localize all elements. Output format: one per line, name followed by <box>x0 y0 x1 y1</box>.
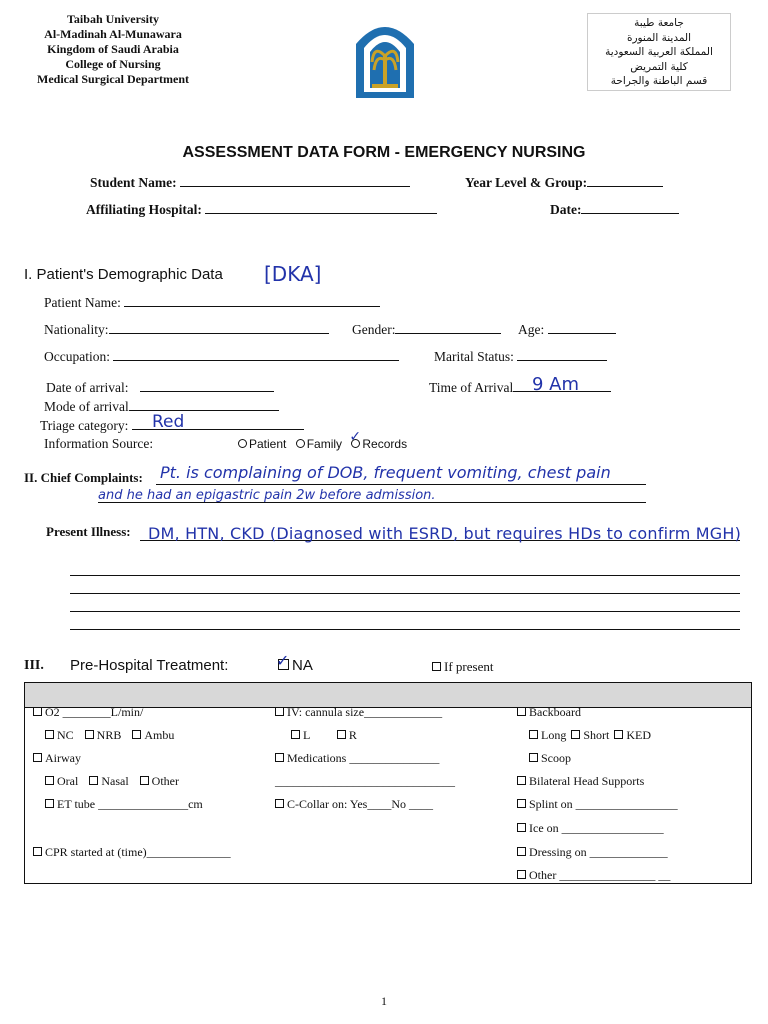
checkbox-icon <box>140 776 149 785</box>
long-label: Long <box>541 728 567 742</box>
hospital-row <box>86 201 437 218</box>
chief-complaints-label: II. Chief Complaints: <box>24 470 143 485</box>
checkbox-icon <box>614 730 623 739</box>
header-line: Medical Surgical Department <box>37 72 189 86</box>
year-level-field[interactable] <box>587 174 663 187</box>
source-patient-label: Patient <box>249 437 287 451</box>
arrival-date-field[interactable] <box>140 379 274 392</box>
header-line-arabic: كلية التمريض <box>630 60 688 73</box>
patient-name-label: Patient Name: <box>44 295 121 310</box>
mode-label: Mode of arrival <box>44 399 129 414</box>
marital-label: Marital Status: <box>434 349 514 364</box>
checkbox-icon <box>275 799 284 808</box>
hospital-label: Affiliating Hospital: <box>86 202 202 217</box>
source-records-label: Records <box>362 437 408 451</box>
checkbox-icon <box>517 870 526 879</box>
header-line-arabic: المملكة العربية السعودية <box>605 46 713 58</box>
info-source-options <box>238 429 408 451</box>
source-family-label: Family <box>306 437 343 451</box>
ked-label: KED <box>626 728 652 742</box>
year-level-row <box>465 174 663 191</box>
dressing-label: Dressing on _____________ <box>529 845 668 859</box>
iv-item[interactable] <box>275 705 442 720</box>
right-label: R <box>348 728 357 742</box>
university-header-english <box>18 12 208 87</box>
checkbox-icon <box>517 707 526 716</box>
checkbox-icon <box>517 823 526 832</box>
header-line-arabic: قسم الباطنة والجراحة <box>610 75 708 87</box>
airway-label: Airway <box>45 751 81 765</box>
medications-item[interactable] <box>275 751 439 766</box>
occupation-field[interactable] <box>113 348 399 361</box>
header-line: Taibah University <box>67 12 159 26</box>
info-source-label: Information Source: <box>44 436 154 451</box>
et-tube-item[interactable] <box>45 797 203 812</box>
demographic-heading: I. Patient's Demographic Data <box>24 266 223 283</box>
checkbox-icon <box>33 707 42 716</box>
checkbox-icon <box>45 730 54 739</box>
age-label: Age: <box>518 322 545 337</box>
dressing-item[interactable] <box>517 845 668 860</box>
checkbox-icon <box>33 847 42 856</box>
page-number: 1 <box>381 994 387 1008</box>
ice-item[interactable] <box>517 821 664 836</box>
source-option-records[interactable] <box>349 429 408 451</box>
checkmark-icon: ✓ <box>276 651 290 670</box>
if-present-label: If present <box>444 659 494 674</box>
c-collar-item[interactable] <box>275 797 433 812</box>
scoop-label: Scoop <box>541 751 571 765</box>
chief-complaint-line-1[interactable] <box>156 484 646 485</box>
handwritten-arrival-time: 9 Am <box>532 374 580 395</box>
radio-circle-icon <box>296 439 305 448</box>
head-supports-item[interactable] <box>517 774 644 789</box>
checkbox-icon <box>529 753 538 762</box>
checkbox-icon <box>432 662 441 671</box>
checkbox-icon <box>291 730 300 739</box>
backboard-label: Backboard <box>529 705 581 719</box>
checkbox-icon <box>529 730 538 739</box>
nationality-label: Nationality: <box>44 322 109 337</box>
student-name-label: Student Name: <box>90 175 177 190</box>
nc-option[interactable] <box>45 728 74 742</box>
year-level-label: Year Level & Group: <box>465 175 588 190</box>
cpr-item[interactable] <box>33 845 231 860</box>
short-label: Short <box>583 728 610 742</box>
checkmark-icon: ✓ <box>349 429 362 445</box>
other-airway-option[interactable] <box>140 774 179 788</box>
right-option[interactable] <box>337 728 357 742</box>
short-option[interactable] <box>571 728 609 742</box>
age-row <box>518 321 616 338</box>
handwritten-chief-complaint-1: Pt. is complaining of DOB, frequent vomiting, chest pain <box>160 463 611 482</box>
form-title: ASSESSMENT DATA FORM - EMERGENCY NURSING <box>182 144 586 161</box>
if-present-option[interactable] <box>432 659 493 675</box>
student-name-row <box>90 174 410 191</box>
hospital-field[interactable] <box>205 201 437 214</box>
checkbox-icon <box>89 776 98 785</box>
ambu-option[interactable] <box>132 728 174 742</box>
checkbox-icon <box>517 799 526 808</box>
patient-name-field[interactable] <box>124 294 380 307</box>
checkbox-icon <box>85 730 94 739</box>
header-line: Al-Madinah Al-Munawara <box>44 27 182 41</box>
checkbox-icon <box>132 730 141 739</box>
ambu-label: Ambu <box>144 728 175 742</box>
handwritten-present-illness: DM, HTN, CKD (Diagnosed with ESRD, but requires HDs to confirm MGH) <box>148 524 742 543</box>
blank-line[interactable] <box>70 611 740 612</box>
info-source-row <box>44 436 153 452</box>
cpr-label: CPR started at (time)______________ <box>45 845 231 859</box>
o2-label: O2 ________L/min/ <box>45 705 144 719</box>
blank-line[interactable] <box>70 575 740 576</box>
head-supports-label: Bilateral Head Supports <box>529 774 645 788</box>
present-illness-label: Present Illness: <box>46 524 131 539</box>
ked-option[interactable] <box>614 728 651 742</box>
blank-line[interactable] <box>70 593 740 594</box>
gender-label: Gender: <box>352 322 396 337</box>
checkbox-icon <box>337 730 346 739</box>
patient-name-row <box>44 294 380 311</box>
gender-row <box>352 321 501 338</box>
other-item[interactable] <box>517 868 670 883</box>
o2-item[interactable] <box>33 705 143 720</box>
header-line-arabic: المدينة المنورة <box>626 31 692 44</box>
nationality-row <box>44 321 329 338</box>
checkbox-icon <box>571 730 580 739</box>
nasal-option[interactable] <box>89 774 128 788</box>
student-name-field[interactable] <box>180 174 410 187</box>
occupation-label: Occupation: <box>44 349 110 364</box>
na-option[interactable] <box>276 651 313 674</box>
gender-field[interactable] <box>395 321 501 334</box>
o2-devices <box>45 728 174 743</box>
handwritten-chief-complaint-2: and he had an epigastric pain 2w before admission. <box>98 488 436 503</box>
university-header-arabic <box>587 13 731 91</box>
c-collar-label: C-Collar on: Yes____No ____ <box>287 797 434 811</box>
header-line: College of Nursing <box>65 57 161 71</box>
checkbox-icon <box>45 776 54 785</box>
iv-sides <box>291 728 357 743</box>
arrival-date-row <box>46 379 274 396</box>
other-airway-label: Other <box>151 774 179 788</box>
date-label: Date: <box>550 202 582 217</box>
oral-option[interactable] <box>45 774 78 788</box>
source-option-patient[interactable] <box>238 437 286 451</box>
left-option[interactable] <box>291 728 310 742</box>
handwritten-triage: Red <box>152 412 185 432</box>
medications-label: Medications _______________ <box>287 751 440 765</box>
scoop-item[interactable] <box>529 751 571 766</box>
splint-item[interactable] <box>517 797 678 812</box>
iv-label: IV: cannula size_____________ <box>287 705 443 719</box>
ice-label: Ice on _________________ <box>529 821 664 835</box>
prehospital-table <box>24 682 752 884</box>
other-label: Other ________________ __ <box>529 868 671 882</box>
checkbox-icon <box>275 707 284 716</box>
mode-field[interactable] <box>129 398 279 411</box>
arrival-date-label: Date of arrival: <box>46 380 129 395</box>
header-line: Kingdom of Saudi Arabia <box>47 42 179 56</box>
nasal-label: Nasal <box>101 774 129 788</box>
medications-line[interactable]: ______________________________ <box>275 774 455 788</box>
oral-label: Oral <box>57 774 79 788</box>
backboard-types <box>529 728 651 743</box>
checkbox-icon <box>45 799 54 808</box>
marital-row <box>434 348 607 365</box>
et-tube-label: ET tube _______________cm <box>57 797 203 811</box>
airway-item[interactable] <box>33 751 81 766</box>
blank-line[interactable] <box>70 629 740 630</box>
airway-types <box>45 774 179 789</box>
arrival-time-row <box>429 379 611 396</box>
nrb-option[interactable] <box>85 728 122 742</box>
arrival-time-label: Time of Arrival <box>429 380 514 395</box>
nationality-field[interactable] <box>109 321 329 334</box>
splint-label: Splint on _________________ <box>529 797 678 811</box>
left-label: L <box>303 728 310 742</box>
date-row <box>550 201 679 218</box>
backboard-item[interactable] <box>517 705 581 720</box>
checkbox-icon <box>33 753 42 762</box>
triage-label: Triage category: <box>40 418 129 433</box>
section-three-roman: III. <box>24 658 44 673</box>
prehospital-heading: Pre-Hospital Treatment: <box>70 657 229 674</box>
nc-label: NC <box>57 728 74 742</box>
header-line-arabic: جامعة طيبة <box>634 17 684 29</box>
radio-circle-icon <box>238 439 247 448</box>
long-option[interactable] <box>529 728 566 742</box>
source-option-family[interactable] <box>296 437 342 451</box>
checkbox-icon <box>517 847 526 856</box>
university-logo <box>346 14 424 98</box>
date-field[interactable] <box>581 201 679 214</box>
occupation-row <box>44 348 399 365</box>
handwritten-dka-note: [DKA] <box>264 262 322 286</box>
na-label: NA <box>292 657 313 674</box>
checkbox-icon <box>517 776 526 785</box>
marital-field[interactable] <box>517 348 607 361</box>
age-field[interactable] <box>548 321 616 334</box>
nrb-label: NRB <box>96 728 122 742</box>
checkbox-icon <box>275 753 284 762</box>
